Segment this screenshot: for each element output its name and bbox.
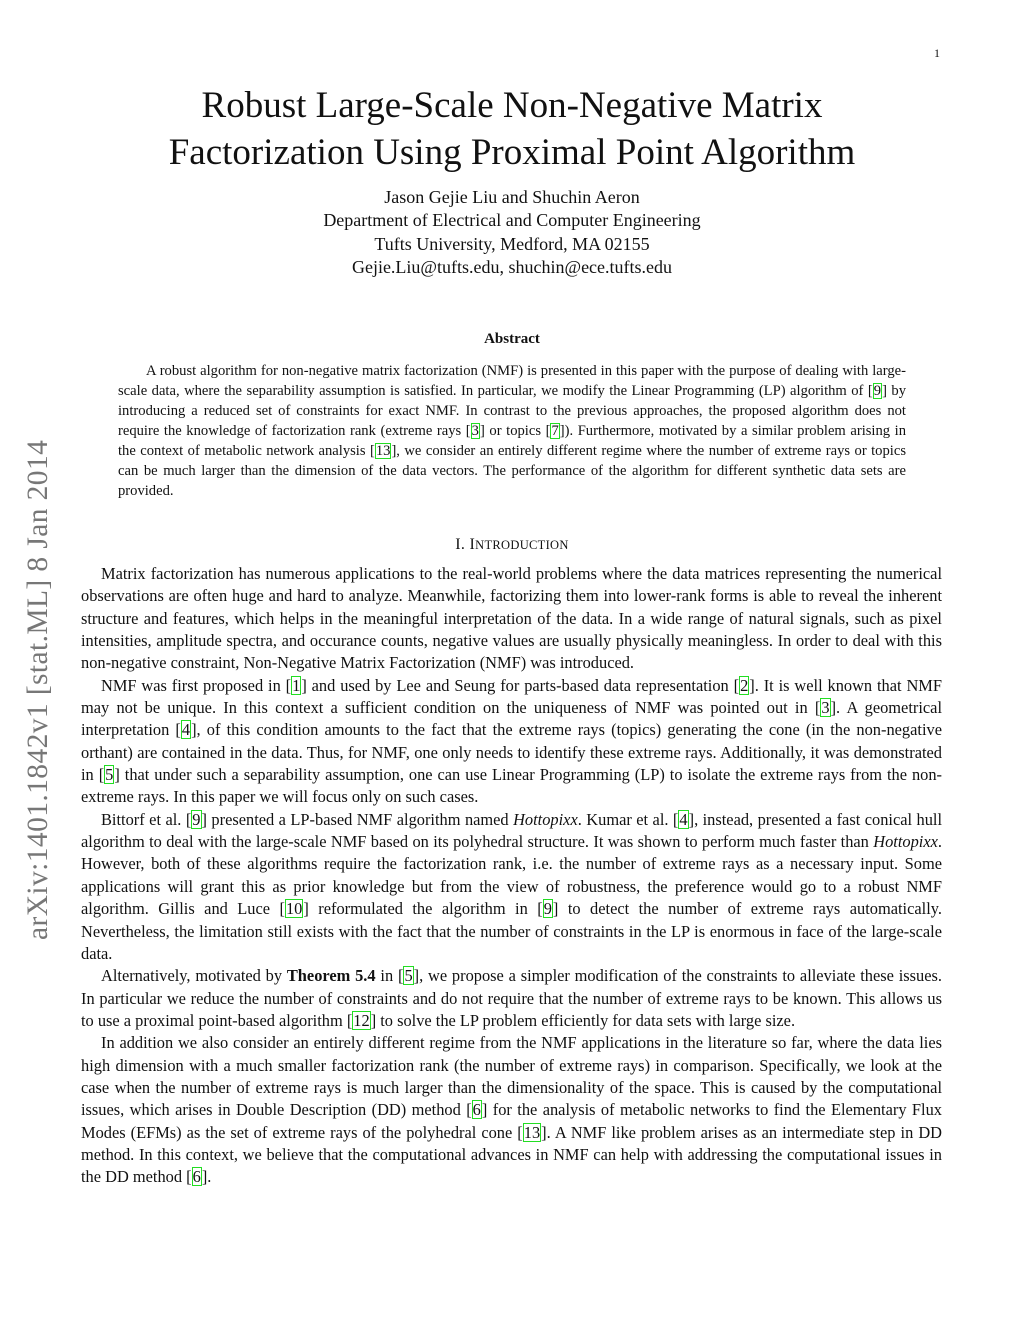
text-run: ] that under such a separability assumption, one can use Linear Programming (LP) to isolate the extreme rays from the non-extreme rays. In this paper we will focus only on such cases. — [81, 765, 942, 807]
citation-link[interactable]: 1 — [292, 675, 301, 695]
text-run: ] presented a LP-based NMF algorithm named — [201, 809, 514, 829]
citation-link[interactable]: 5 — [404, 966, 413, 986]
citation-link[interactable]: 9 — [543, 899, 552, 919]
citation-link[interactable]: 9 — [192, 809, 201, 829]
citation-link[interactable]: 6 — [472, 1100, 481, 1120]
citation-link[interactable]: 5 — [105, 765, 114, 785]
text-run: Alternatively, motivated by — [101, 966, 287, 986]
text-run: . Kumar et al. [ — [577, 809, 679, 829]
citation-link[interactable]: 13 — [523, 1122, 541, 1142]
text-run: ]. A geometrical interpretation [ — [81, 698, 943, 740]
text-run: ] or topics [ — [479, 423, 551, 439]
citation-link[interactable]: 4 — [679, 809, 688, 829]
text-run: In addition we also consider an entirely different regime from the NMF applications in the literature so far, where the data lies high dimension with a much smaller factorization rank (the number of extreme rays) in comparison. Specifically, we look at the case when the number of extreme rays is much larger than the dimensionality of the space. This is caused by the computational issues, which arises in Double Description (DD) method [ — [81, 1033, 942, 1120]
italic-term: Hottopixx — [873, 832, 938, 852]
citation-link[interactable]: 4 — [181, 720, 191, 740]
text-run: in [ — [375, 966, 404, 986]
text-run: ] to detect the number of extreme rays automatically. Nevertheless, the limitation still exists with the fact that the number of constraints in the LP is enormous in face of the large-scale data. — [81, 899, 942, 963]
author-block — [0, 186, 1024, 279]
section-initial: I — [469, 536, 476, 553]
paragraph — [81, 1032, 942, 1188]
bold-term: Theorem 5.4 — [286, 966, 376, 986]
paragraph — [81, 675, 942, 809]
abstract-heading: Abstract — [484, 331, 540, 347]
paragraph — [81, 563, 942, 675]
body-text — [81, 563, 942, 1189]
paragraph — [81, 809, 942, 965]
italic-term: Hottopixx — [513, 809, 578, 829]
section-numeral: I. — [455, 536, 470, 553]
author-emails: Gejie.Liu@tufts.edu, shuchin@ece.tufts.edu — [351, 256, 673, 277]
citation-link[interactable]: 6 — [192, 1167, 201, 1187]
paper-title — [0, 82, 1024, 176]
text-run: ]). Furthermore, motivated by a similar problem arising in the context of metabolic network analysis [ — [118, 423, 907, 459]
text-run: ] for the analysis of metabolic networks to find the Elementary Flux Modes (EFMs) as the set of extreme rays of the polyhedral cone [ — [81, 1100, 942, 1142]
citation-link[interactable]: 13 — [375, 443, 391, 459]
citation-link[interactable]: 10 — [285, 899, 303, 919]
paragraph — [81, 965, 942, 1032]
text-run: Bittorf et al. [ — [101, 809, 192, 829]
section-smallcaps: NTRODUCTION — [475, 538, 569, 552]
section-heading — [0, 536, 1024, 554]
text-run: ]. — [201, 1167, 212, 1187]
author-affiliation: Tufts University, Medford, MA 02155 — [374, 233, 650, 254]
text-run: ] and used by Lee and Seung for parts-based data representation [ — [301, 675, 740, 695]
page-number: 1 — [934, 46, 940, 60]
text-run: ]. It is well known that NMF may not be unique. In this context a sufficient condition on the uniqueness of NMF was pointed out in [ — [81, 675, 942, 718]
author-department: Department of Electrical and Computer Engineering — [323, 210, 701, 231]
citation-link[interactable]: 9 — [873, 383, 882, 399]
author-names: Jason Gejie Liu and Shuchin Aeron — [384, 187, 640, 207]
title-line: Factorization Using Proximal Point Algorithm — [168, 132, 856, 173]
text-run: ], we propose a simpler modification of the constraints to alleviate these issues. In particular we reduce the number of constraints and do not require that the number of extreme rays to be known. This allows us to use a proximal point-based algorithm [ — [81, 966, 942, 1030]
text-run: ] reformulated the algorithm in [ — [303, 899, 543, 919]
text-run: NMF was first proposed in [ — [101, 675, 292, 695]
citation-link[interactable]: 12 — [353, 1010, 370, 1030]
citation-link[interactable]: 3 — [471, 423, 479, 439]
text-run: Matrix factorization has numerous applications to the real-world problems where the data matrices representing the numerical observations are often huge and hard to analyze. Meanwhile, factorizing them into lower-rank forms is able to reveal the inherent structure and features, which helps in the meaningful interpretation of the data. In a wide range of natural signals, such as pixel intensities, amplitude spectra, and occurance counts, negative values are usually physically meaningless. In order to deal with this non-negative constraint, Non-Negative Matrix Factorization (NMF) was introduced. — [81, 564, 942, 673]
citation-link[interactable]: 2 — [740, 675, 749, 695]
text-run: . However, both of these algorithms require the factorization rank, i.e. the number of extreme rays as a necessary input. Some applications will grant this as prior knowledge but from the view of robustness, the preference would go to a robust NMF algorithm. Gillis and Luce [ — [81, 832, 942, 919]
text-run: ], instead, presented a fast conical hull algorithm to deal with the large-scale NMF based on its polyhedral structure. It was shown to perform much faster than — [81, 809, 943, 852]
arxiv-stamp: arXiv:1401.1842v1 [stat.ML] 8 Jan 2014 — [22, 439, 54, 940]
text-run: ] by introducing a reduced set of constraints for exact NMF. In contrast to the previous approaches, the proposed algorithm does not require the knowledge of factorization rank (extreme rays [ — [118, 383, 906, 439]
citation-link[interactable]: 3 — [821, 698, 830, 718]
text-run: ], we consider an entirely different regime where the number of extreme rays or topics can be much larger than the dimension of the data vectors. The performance of the algorithm for different synthetic data sets are provided. — [118, 443, 906, 499]
abstract-text — [118, 361, 906, 501]
text-run: A robust algorithm for non-negative matrix factorization (NMF) is presented in this paper with the purpose of dealing with large-scale data, where the separability assumption is satisfied. In particular, we modify the Linear Programming (LP) algorithm of [ — [118, 363, 906, 399]
text-run: ] to solve the LP problem efficiently for data sets with large size. — [370, 1010, 796, 1030]
text-run: ]. A NMF like problem arises as an intermediate step in DD method. In this context, we believe that the computational advances in NMF can help with addressing the computational issues in the DD method [ — [81, 1122, 942, 1187]
citation-link[interactable]: 7 — [551, 423, 559, 439]
title-line: Robust Large-Scale Non-Negative Matrix — [201, 85, 823, 126]
text-run: ], of this condition amounts to the fact that the extreme rays (topics) generating the cone (in the non-negative orthant) are contained in the data. Thus, for NMF, one only needs to identify these extreme rays. Additionally, it was demonstrated in [ — [81, 720, 942, 785]
